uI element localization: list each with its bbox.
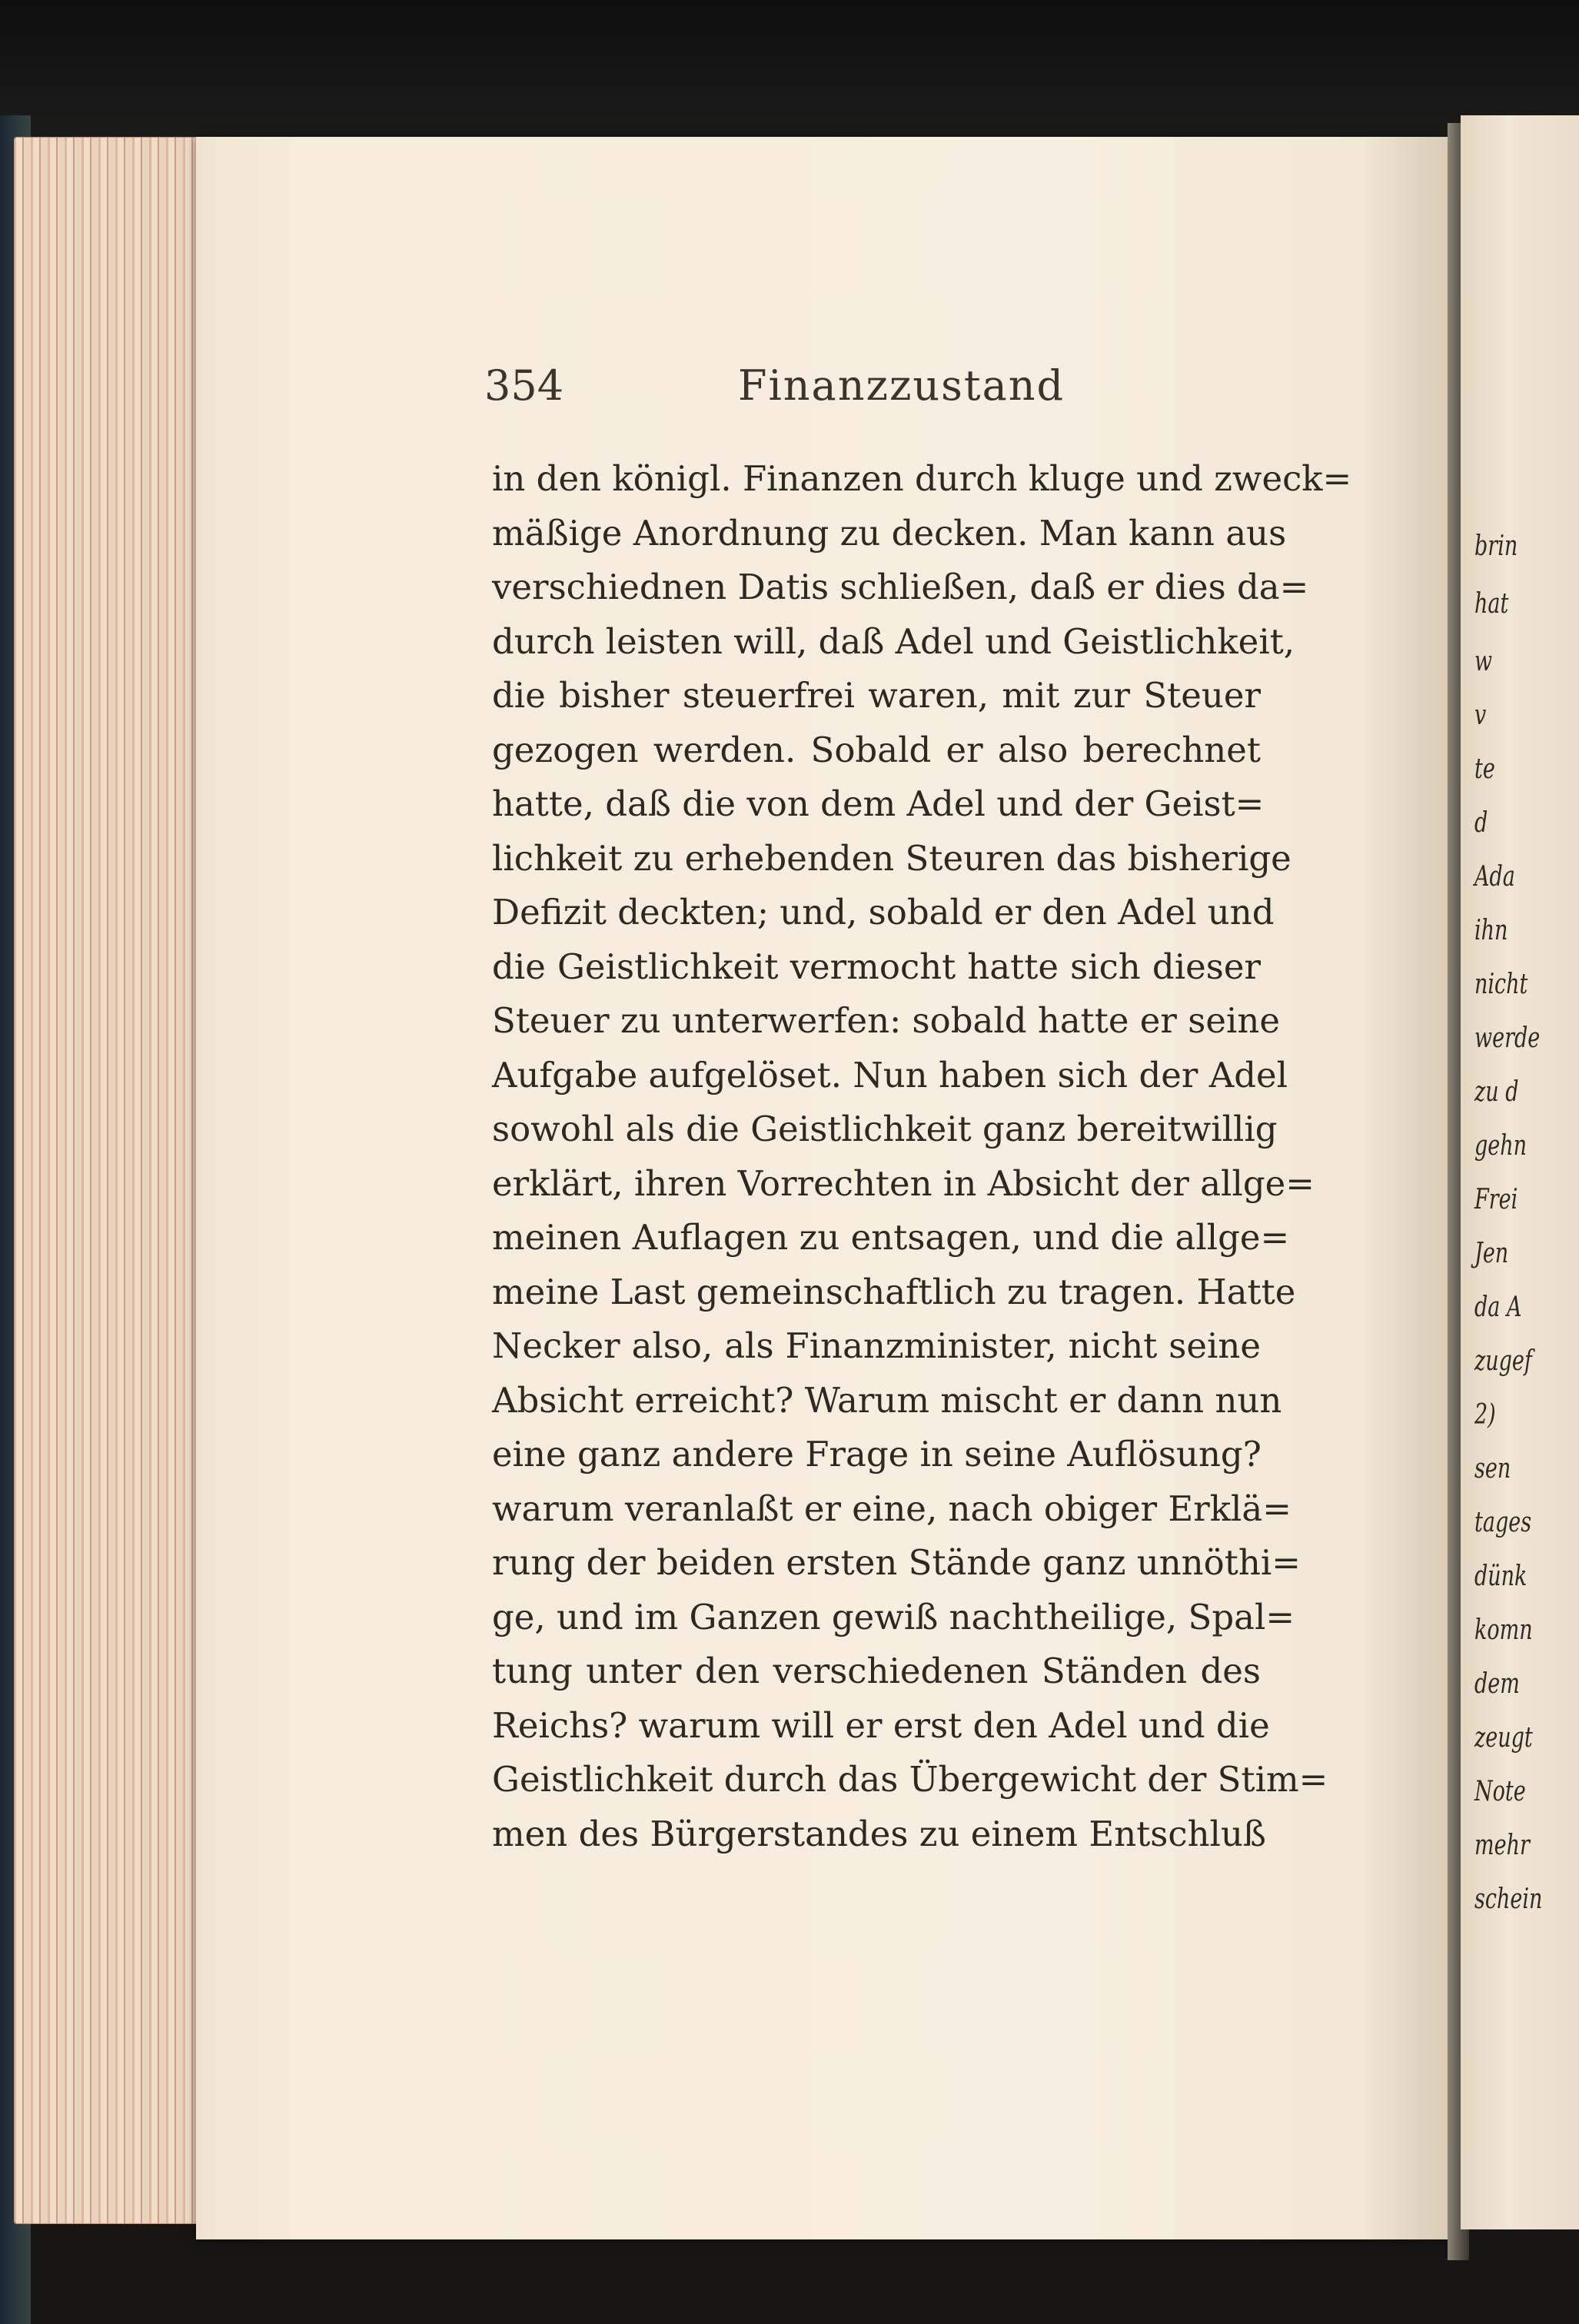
text-line: warum veranlaßt er eine, nach obiger Erklä=	[492, 1488, 1291, 1529]
text-line: Necker also, als Finanzminister, nicht seine	[492, 1325, 1261, 1366]
running-title: Finanzzustand	[738, 361, 1065, 410]
next-page-fragment: Frei	[1474, 1184, 1518, 1215]
next-page-fragment: v	[1474, 700, 1487, 731]
next-page-fragment: brin	[1474, 530, 1518, 562]
body-text	[492, 452, 1352, 1861]
text-line: Geistlichkeit durch das Übergewicht der Stim=	[492, 1759, 1328, 1800]
next-page-fragment: zu d	[1474, 1076, 1519, 1108]
next-page-edge	[1461, 115, 1579, 2229]
next-page-fragment: gehn	[1474, 1130, 1527, 1162]
text-line: verschiednen Datis schließen, daß er dies da=	[492, 567, 1309, 607]
text-line: tung unter den verschiedenen Ständen des	[492, 1651, 1261, 1691]
text-line: die bisher steuerfrei waren, mit zur Steuer	[492, 675, 1261, 716]
text-line: meinen Auflagen zu entsagen, und die allge=	[492, 1217, 1290, 1258]
text-line: lichkeit zu erhebenden Steuren das bisherige	[492, 837, 1291, 879]
text-line: gezogen werden. Sobald er also berechnet	[492, 729, 1261, 770]
next-page-fragment: d	[1474, 807, 1488, 839]
next-page-fragment: dem	[1474, 1668, 1520, 1700]
next-page-fragment: zeugt	[1474, 1722, 1533, 1754]
text-line: Reichs? warum will er erst den Adel und die	[492, 1704, 1270, 1746]
book-cover-top	[0, 0, 1579, 146]
text-line: meine Last gemeinschaftlich zu tragen. Hatte	[492, 1271, 1296, 1312]
next-page-fragment: Ada	[1474, 861, 1515, 893]
page-header	[484, 361, 1268, 415]
next-page-fragment: komn	[1474, 1614, 1533, 1646]
next-page-fragment: 2)	[1474, 1399, 1496, 1431]
text-line: men des Bürgerstandes zu einem Entschluß	[492, 1813, 1266, 1854]
page-edges	[14, 137, 204, 2224]
text-line: ge, und im Ganzen gewiß nachtheilige, Spal=	[492, 1596, 1295, 1637]
next-page-fragment: zugef	[1474, 1345, 1532, 1377]
next-page-fragment: ihn	[1474, 915, 1508, 946]
text-line: Defizit deckten; und, sobald er den Adel und	[492, 892, 1275, 933]
next-page-fragment: hat	[1474, 588, 1509, 620]
next-page-fragment: w	[1474, 646, 1493, 677]
text-line: die Geistlichkeit vermocht hatte sich dieser	[492, 946, 1261, 987]
text-line: eine ganz andere Frage in seine Auflösung?	[492, 1434, 1262, 1475]
next-page-fragment: nicht	[1474, 969, 1528, 1000]
next-page-fragment: te	[1474, 753, 1495, 785]
text-line: erklärt, ihren Vorrechten in Absicht der allge=	[492, 1162, 1315, 1204]
page-number: 354	[484, 361, 564, 410]
next-page-fragment: Note	[1474, 1776, 1526, 1807]
text-line: Aufgabe aufgelöset. Nun haben sich der Adel	[492, 1054, 1288, 1096]
text-line: Steuer zu unterwerfen: sobald hatte er seine	[492, 1000, 1280, 1041]
text-line: Absicht erreicht? Warum mischt er dann nun	[492, 1379, 1282, 1421]
text-line: durch leisten will, daß Adel und Geistlichkeit,	[492, 620, 1295, 662]
next-page-fragment: sen	[1474, 1453, 1511, 1485]
next-page-fragment: Jen	[1474, 1238, 1509, 1269]
text-line: rung der beiden ersten Stände ganz unnöthi=	[492, 1542, 1301, 1583]
text-line: mäßige Anordnung zu decken. Man kann aus	[492, 512, 1287, 554]
text-line: hatte, daß die von dem Adel und der Geist=	[492, 783, 1265, 824]
next-page-fragment: dünk	[1474, 1561, 1527, 1592]
next-page-fragment: da A	[1474, 1292, 1522, 1323]
next-page-fragment: tages	[1474, 1507, 1532, 1538]
text-line: sowohl als die Geistlichkeit ganz bereitwillig	[492, 1109, 1278, 1149]
next-page-fragment: mehr	[1474, 1830, 1530, 1861]
next-page-fragment: schein	[1474, 1883, 1543, 1915]
text-line: in den königl. Finanzen durch kluge und zweck=	[492, 458, 1352, 499]
next-page-fragment: werde	[1474, 1022, 1541, 1054]
